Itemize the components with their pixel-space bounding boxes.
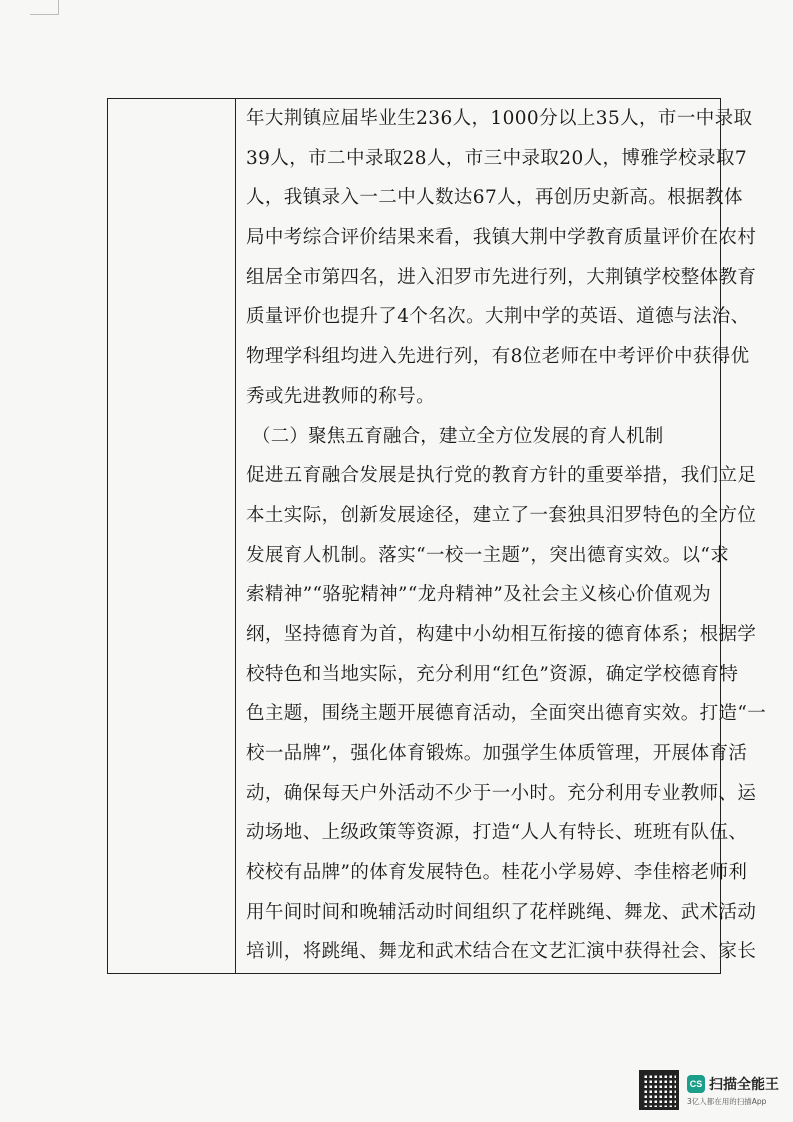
text-line: 物理学科组均进入先进行列，有8位老师在中考评价中获得优 [246,346,750,368]
watermark-brand-row [687,1074,779,1094]
text-line: 促进五育融合发展是执行党的教育方针的重要举措，我们立足 [246,465,757,487]
text-line: 纲，坚持德育为首，构建中小幼相互衔接的德育体系；根据学 [246,623,757,645]
text-line: 校一品牌”，强化体育锻炼。加强学生体质管理，开展体育活 [246,743,748,764]
text-line: 色主题，围绕主题开展德育活动，全面突出德育实效。打造“一 [246,703,767,725]
text-line: 局中考综合评价结果来看，我镇大荆中学教育质量评价在农村 [246,227,757,249]
text-line: 组居全市第四名，进入汨罗市先进行列，大荆镇学校整体教育 [246,266,757,288]
scan-corner-mark [30,0,59,15]
text-line: 39人，市二中录取28人，市三中录取20人，博雅学校录取7 [246,147,747,169]
watermark-brand: 扫描全能王 [709,1076,779,1093]
text-line: 索精神”“骆驼精神”“龙舟精神”及社会主义核心价值观为 [246,584,712,606]
text-line: 秀或先进教师的称号。 [246,385,436,407]
content-cell [246,99,767,972]
table-column-divider [235,99,236,973]
form-table [107,98,767,974]
watermark-text [687,1074,779,1107]
scanner-watermark [639,1070,779,1110]
text-line: 校特色和当地实际，充分利用“红色”资源，确定学校德育特 [246,663,739,685]
text-line: 培训，将跳绳、舞龙和武术结合在文艺汇演中获得社会、家长 [246,941,757,963]
text-line: 本土实际，创新发展途径，建立了一套独具汨罗特色的全方位 [246,504,757,526]
qr-code-icon [639,1070,679,1110]
watermark-subtitle: 3亿人都在用的扫描App [687,1096,767,1106]
text-line: 动，确保每天户外活动不少于一小时。充分利用专业教师、运 [246,782,757,804]
text-line: 动场地、上级政策等资源，打造“人人有特长、班班有队伍、 [246,822,748,844]
text-line: 用午间时间和晚辅活动时间组织了花样跳绳、舞龙、武术活动 [246,901,757,923]
text-line: 质量评价也提升了4个名次。大荆中学的英语、道德与法治、 [246,306,750,328]
section-heading: （二）聚焦五育融合，建立全方位发展的育人机制 [252,425,664,447]
text-line: 校校有品牌”的体育发展特色。桂花小学易婷、李佳榕老师利 [246,862,748,884]
text-line: 人，我镇录入一二中人数达67人，再创历史新高。根据教体 [246,187,743,209]
text-line: 发展育人机制。落实“一校一主题”，突出德育实效。以“求 [246,544,730,566]
text-line: 年大荆镇应届毕业生236人，1000分以上35人，市一中录取 [246,108,753,129]
camscanner-logo-icon: CS [687,1075,705,1093]
